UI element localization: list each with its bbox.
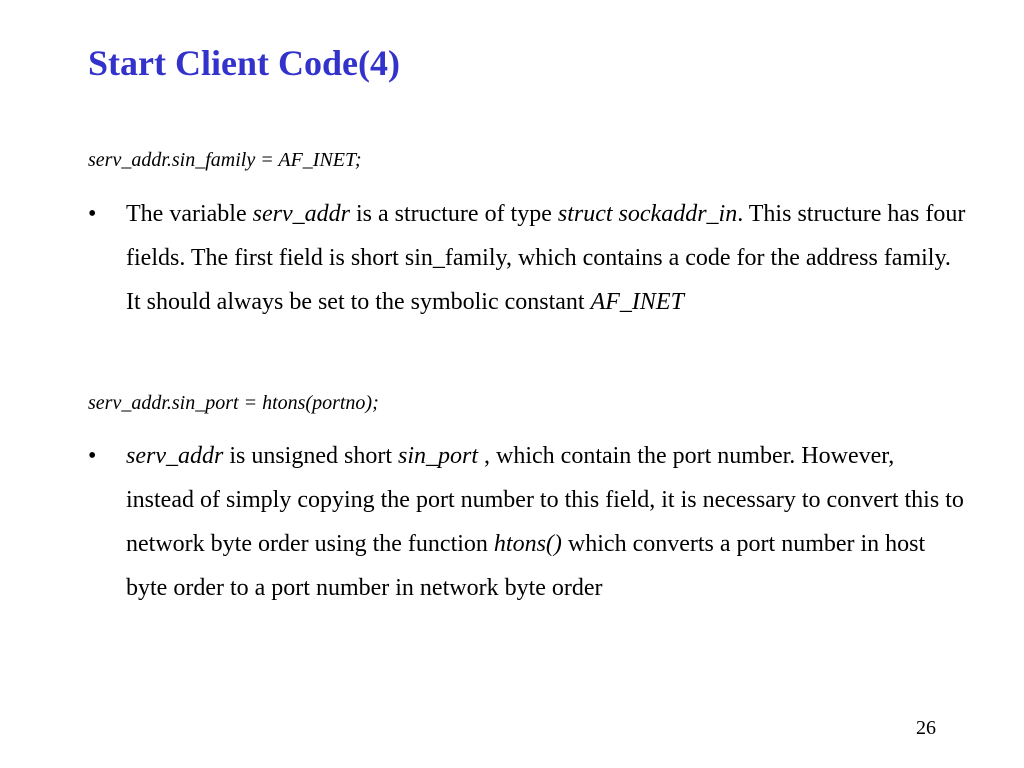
bullet-item-sin-port — [88, 434, 968, 610]
text-run: . This structure has four fields. The first field is short sin_family, which contains a code for the address family. It should always be set to the symbolic constant — [126, 201, 966, 315]
text-run-italic: sin_port — [398, 443, 479, 469]
text-run: The variable — [126, 201, 253, 227]
text-run: , which contain the port number. However, instead of simply copying the port number to this field, it is necessary to convert this to network byte order using the function — [126, 443, 964, 557]
text-run: which converts a port number in host byte order to a port number in network byte order — [126, 531, 926, 601]
code-line-sin-family: serv_addr.sin_family = AF_INET; — [88, 149, 362, 171]
text-run-italic: htons() — [493, 531, 562, 557]
bullet-text — [126, 434, 968, 610]
code-line-sin-port: serv_addr.sin_port = htons(portno); — [88, 392, 379, 414]
page-number: 26 — [916, 717, 936, 739]
bullet-dot-icon: • — [88, 443, 97, 469]
text-run-italic: serv_addr — [126, 443, 224, 469]
bullet-text — [126, 192, 968, 324]
text-run-italic: AF_INET — [590, 289, 684, 315]
bullet-item-sin-family — [88, 192, 968, 324]
text-run: is unsigned short — [223, 443, 398, 469]
bullet-dot-icon: • — [88, 201, 97, 227]
text-run: is a structure of type — [349, 201, 558, 227]
text-run-italic: struct sockaddr_in — [557, 201, 738, 227]
slide-title: Start Client Code(4) — [88, 43, 400, 83]
text-run-italic: serv_addr — [252, 201, 350, 227]
